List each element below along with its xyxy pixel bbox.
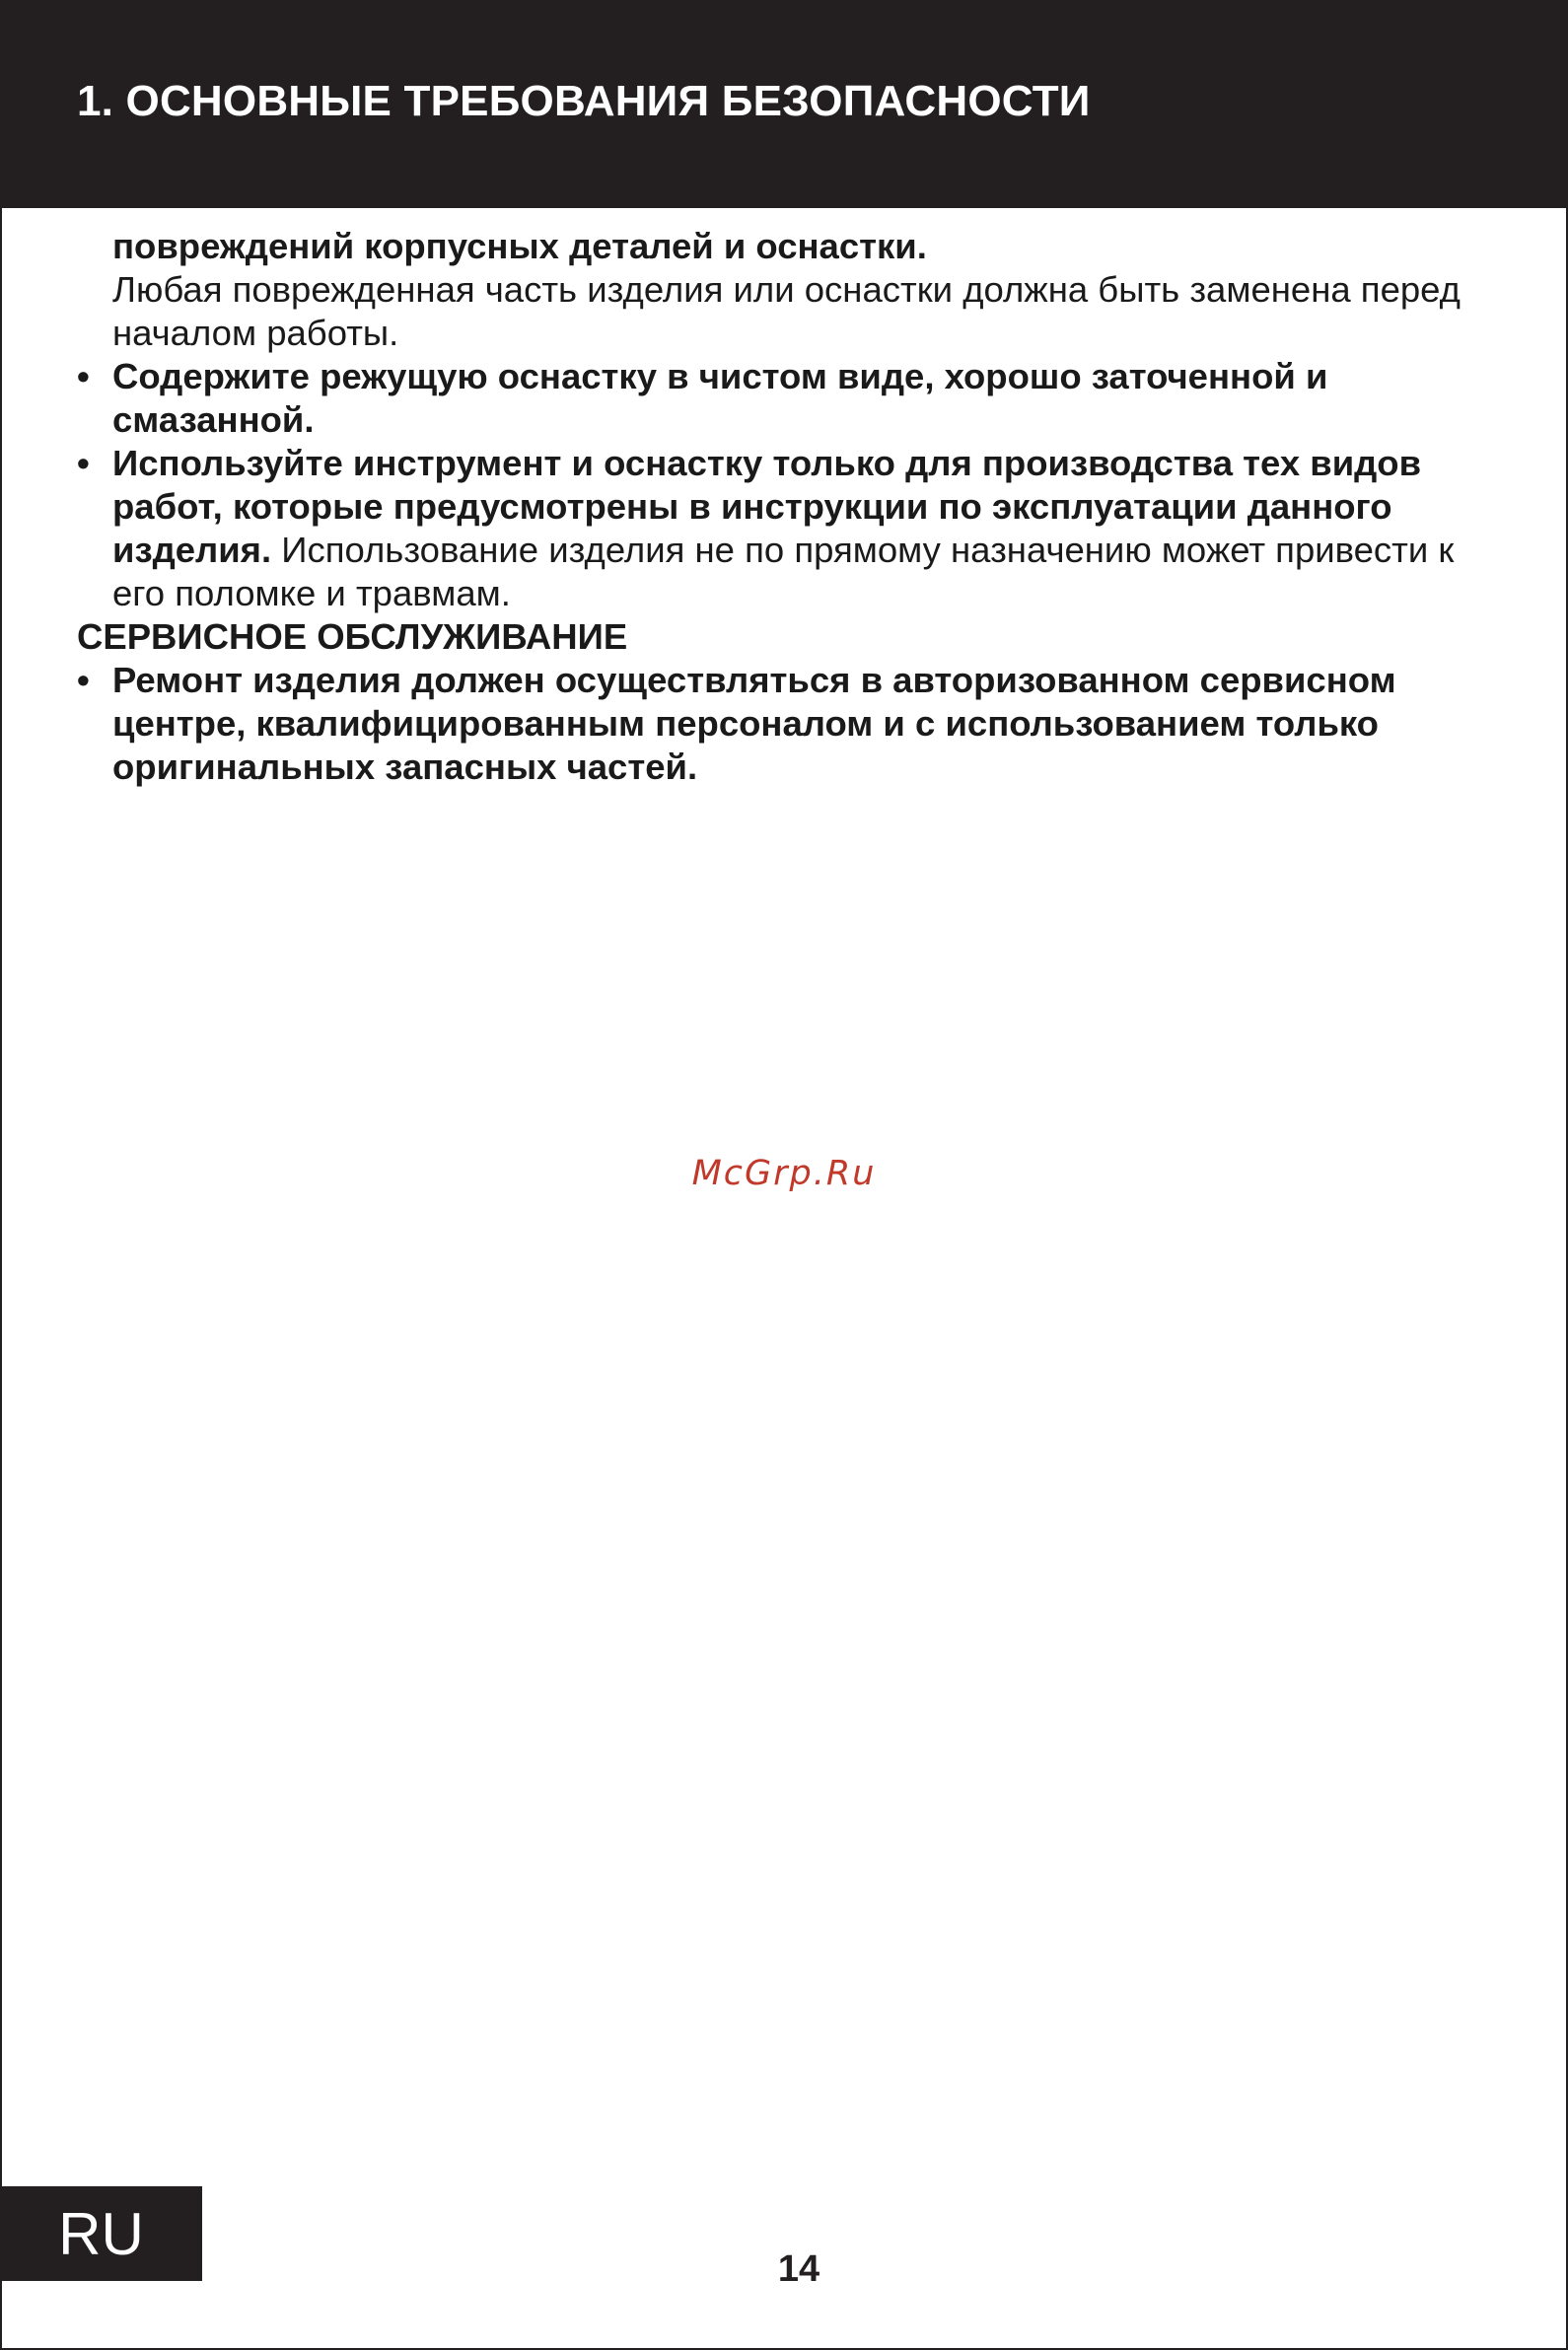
- continued-paragraph: [77, 225, 1497, 355]
- bullet-bold-text: Ремонт изделия должен осуществляться в авторизованном сервисном центре, квалифицированным персоналом и с использованием только оригинальных запасных частей.: [112, 660, 1396, 787]
- bullet-item: [77, 442, 1497, 615]
- bullet-item: [77, 659, 1497, 789]
- page-number: 14: [777, 2248, 820, 2290]
- watermark-text: McGrp.Ru: [691, 1154, 877, 1193]
- section-title: 1. ОСНОВНЫЕ ТРЕБОВАНИЯ БЕЗОПАСНОСТИ: [77, 77, 1091, 125]
- language-badge: RU: [0, 2186, 202, 2281]
- bullet-bold-text: Используйте инструмент и оснастку только для производства тех видов работ, которые предусмотрены в инструкции по эксплуатации данного изделия.: [112, 443, 1422, 570]
- section-header: [0, 0, 1568, 208]
- page-content: [77, 225, 1497, 789]
- bullet-item: [77, 355, 1497, 442]
- bullet-symbol: •: [77, 356, 90, 396]
- service-heading: СЕРВИСНОЕ ОБСЛУЖИВАНИЕ: [77, 616, 628, 657]
- bullet-symbol: •: [77, 660, 90, 700]
- bullet-symbol: •: [77, 443, 90, 483]
- continued-normal-text: Любая поврежденная часть изделия или оснастки должна быть заменена перед началом работы.: [112, 269, 1461, 353]
- bullet-bold-text: Содержите режущую оснастку в чистом виде, хорошо заточенной и смазанной.: [112, 356, 1328, 440]
- continued-bold-text: повреждений корпусных деталей и оснастки.: [112, 226, 927, 266]
- bullet-normal-text: Использование изделия не по прямому назначению может привести к его поломке и травмам.: [112, 530, 1455, 613]
